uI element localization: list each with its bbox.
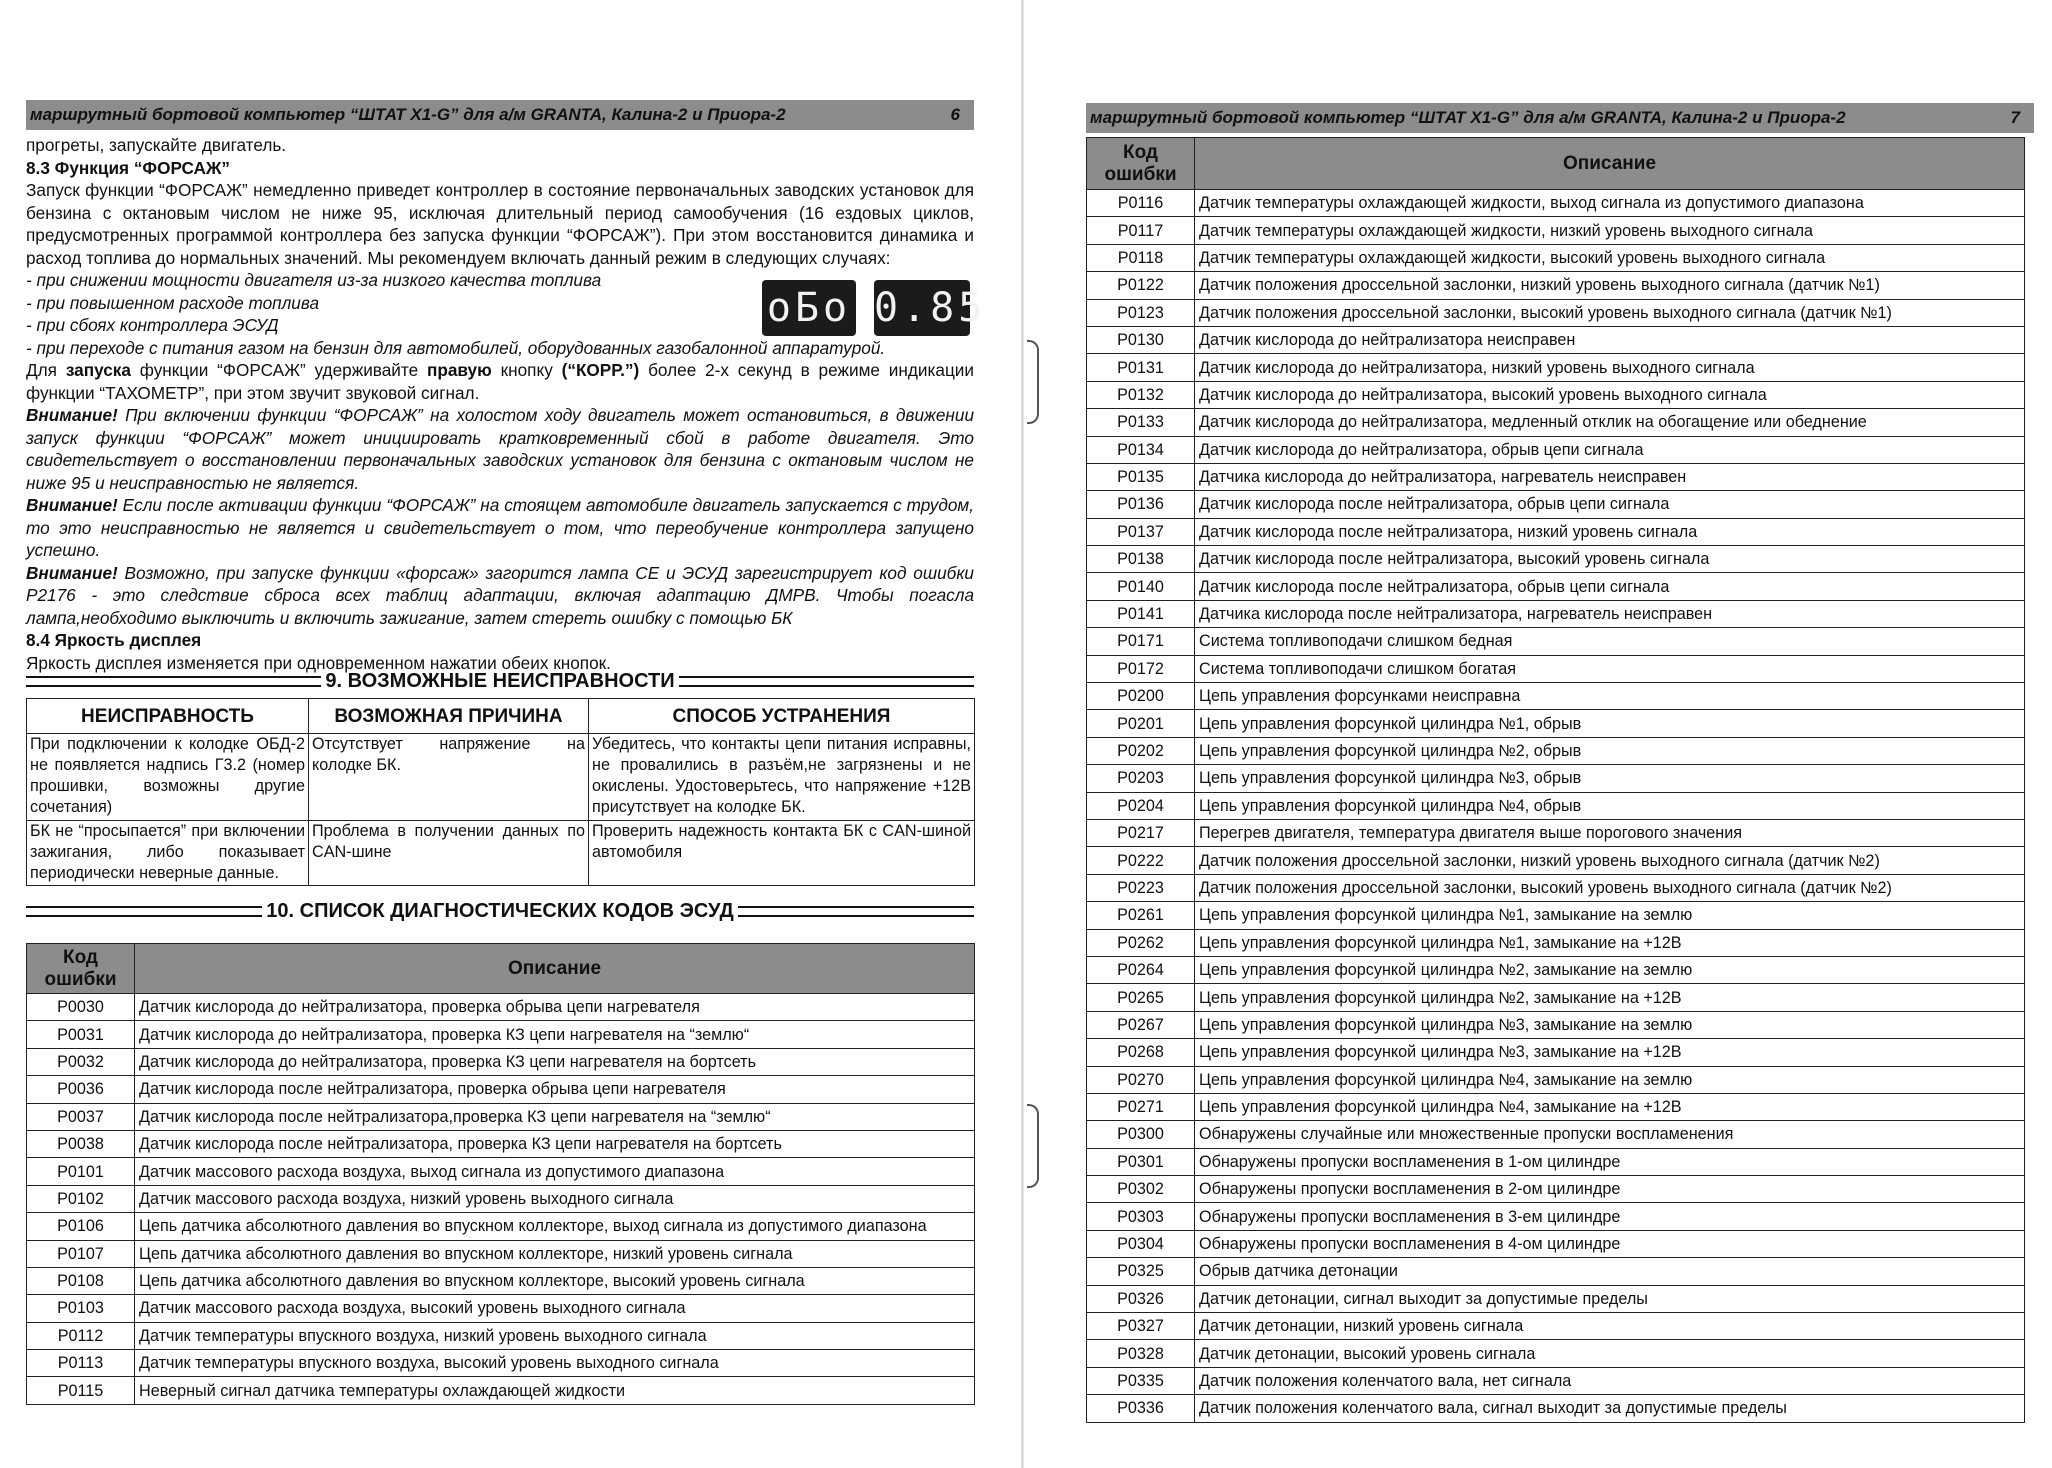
warning-paragraph: Внимание! Возможно, при запуске функции «форсаж» загорится лампа CE и ЭСУД зарегистрирует код ошибки P2176 - это следствие сброса всех таблиц адаптации, включая адаптацию ДМРВ. Чтобы погасла лампа,необходимо выключить и включить зажигание, затем стереть ошибку с помощью БК [26, 562, 974, 628]
error-description: Цепь управления форсункой цилиндра №1, замыкание на +12В [1195, 929, 2025, 956]
error-description: Обнаружены случайные или множественные пропуски воспламенения [1195, 1121, 2025, 1148]
table-row [1087, 984, 2025, 1011]
error-code: P0117 [1087, 217, 1195, 244]
error-description: Датчик кислорода до нейтрализатора, низкий уровень выходного сигнала [1195, 354, 2025, 381]
error-description: Обнаружены пропуски воспламенения в 1-ом цилиндре [1195, 1148, 2025, 1175]
error-code: P0113 [27, 1350, 135, 1377]
error-description: Датчик массового расхода воздуха, высокий уровень выходного сигнала [135, 1295, 975, 1322]
error-code: P0101 [27, 1158, 135, 1185]
page-number: 6 [950, 105, 960, 124]
error-code: P0200 [1087, 683, 1195, 710]
faults-table [26, 698, 975, 886]
error-code: P0108 [27, 1267, 135, 1294]
error-description: Датчик положения дроссельной заслонки, низкий уровень выходного сигнала (датчик №1) [1195, 272, 2025, 299]
error-description: Перегрев двигателя, температура двигателя выше порогового значения [1195, 819, 2025, 846]
error-description: Датчик положения дроссельной заслонки, высокий уровень выходного сигнала (датчик №1) [1195, 299, 2025, 326]
error-description: Обрыв датчика детонации [1195, 1258, 2025, 1285]
error-description: Датчик температуры охлаждающей жидкости, низкий уровень выходного сигнала [1195, 217, 2025, 244]
column-header: Описание [135, 944, 975, 994]
error-code: P0037 [27, 1103, 135, 1130]
table-row [1087, 491, 2025, 518]
error-description: Датчик положения коленчатого вала, сигнал выходит за допустимые пределы [1195, 1395, 2025, 1422]
error-description: Обнаружены пропуски воспламенения в 2-ом цилиндре [1195, 1176, 2025, 1203]
table-row [1087, 1121, 2025, 1148]
error-code: P0271 [1087, 1093, 1195, 1120]
warning-paragraph: Внимание! Если после активации функции “ФОРСАЖ” на стоящем автомобиле двигатель запускается с трудом, то это неисправностью не является и свидетельствует о том, что переобучение контроллера запущено успешно. [26, 495, 974, 560]
table-row [27, 994, 975, 1021]
section-heading: 8.3 Функция “ФОРСАЖ” [26, 157, 231, 178]
table-row [1087, 381, 2025, 408]
header-title: маршрутный бортовой компьютер “ШТАТ Х1-G” для а/м GRANTA, Калина-2 и Приора-2 [30, 105, 786, 124]
error-code: P0134 [1087, 436, 1195, 463]
error-description: Датчик кислорода после нейтрализатора, высокий уровень сигнала [1195, 546, 2025, 573]
table-row [1087, 1148, 2025, 1175]
error-description: Система топливоподачи слишком бедная [1195, 628, 2025, 655]
error-description: Датчик детонации, высокий уровень сигнала [1195, 1340, 2025, 1367]
table-row [1087, 683, 2025, 710]
table-row [1087, 956, 2025, 983]
column-header: Описание [1195, 138, 2025, 190]
error-code: P0171 [1087, 628, 1195, 655]
error-code: P0032 [27, 1048, 135, 1075]
error-code: P0107 [27, 1240, 135, 1267]
error-code: P0217 [1087, 819, 1195, 846]
codes-table [26, 943, 975, 1405]
error-description: Датчик кислорода до нейтрализатора неисправен [1195, 326, 2025, 353]
error-description: Цепь управления форсункой цилиндра №2, обрыв [1195, 737, 2025, 764]
table-row [1087, 628, 2025, 655]
table-row [1087, 409, 2025, 436]
error-description: Датчик кислорода до нейтрализатора, проверка КЗ цепи нагревателя на бортсеть [135, 1048, 975, 1075]
error-description: Датчик положения дроссельной заслонки, низкий уровень выходного сигнала (датчик №2) [1195, 847, 2025, 874]
error-code: P0270 [1087, 1066, 1195, 1093]
section-9-title: 9. ВОЗМОЖНЫЕ НЕИСПРАВНОСТИ [26, 670, 974, 692]
table-row [1087, 902, 2025, 929]
table-row [1087, 1285, 2025, 1312]
table-row [27, 1158, 975, 1185]
table-row [1087, 600, 2025, 627]
error-code: P0303 [1087, 1203, 1195, 1230]
error-description: Цепь управления форсункой цилиндра №2, замыкание на +12В [1195, 984, 2025, 1011]
error-description: Датчика кислорода до нейтрализатора, нагреватель неисправен [1195, 463, 2025, 490]
error-description: Датчик кислорода после нейтрализатора, проверка КЗ цепи нагревателя на бортсеть [135, 1130, 975, 1157]
table-row [1087, 436, 2025, 463]
table-row [27, 1185, 975, 1212]
error-description: Датчик кислорода до нейтрализатора, проверка обрыва цепи нагревателя [135, 994, 975, 1021]
error-code: P0261 [1087, 902, 1195, 929]
column-header: Код ошибки [27, 944, 135, 994]
error-code: P0030 [27, 994, 135, 1021]
error-code: P0328 [1087, 1340, 1195, 1367]
error-description: Цепь управления форсункой цилиндра №3, обрыв [1195, 765, 2025, 792]
list-item: - при переходе с питания газом на бензин для автомобилей, оборудованных газобалонной аппаратурой. [26, 337, 886, 358]
table-row [1087, 546, 2025, 573]
error-description: Датчик кислорода после нейтрализатора, низкий уровень сигнала [1195, 518, 2025, 545]
table-row [1087, 573, 2025, 600]
page-header [1086, 103, 2034, 133]
column-header: НЕИСПРАВНОСТЬ [27, 699, 309, 734]
error-code: P0031 [27, 1021, 135, 1048]
table-row [27, 1213, 975, 1240]
error-code: P0131 [1087, 354, 1195, 381]
table-row [27, 1295, 975, 1322]
error-code: P0133 [1087, 409, 1195, 436]
error-description: Датчик детонации, сигнал выходит за допустимые пределы [1195, 1285, 2025, 1312]
error-code: P0102 [27, 1185, 135, 1212]
error-description: Датчик кислорода после нейтрализатора, обрыв цепи сигнала [1195, 573, 2025, 600]
error-description: Датчик массового расхода воздуха, выход сигнала из допустимого диапазона [135, 1158, 975, 1185]
error-description: Датчик кислорода после нейтрализатора, обрыв цепи сигнала [1195, 491, 2025, 518]
paragraph: Запуск функции “ФОРСАЖ” немедленно приведет контроллер в состояние первоначальных заводских установок для бензина с октановым числом не ниже 95, исключая длительный период самообучения (16 ездовых циклов, предусмотренных программой контроллера без запуска функции “ФОРСАЖ”). При этом восстановится динамика и расход топлива до нормальных значений. Мы рекомендуем включать данный режим в следующих случаях: [26, 180, 974, 268]
error-code: P0137 [1087, 518, 1195, 545]
error-code: P0136 [1087, 491, 1195, 518]
table-row [1087, 929, 2025, 956]
error-code: P0204 [1087, 792, 1195, 819]
header-title: маршрутный бортовой компьютер “ШТАТ Х1-G” для а/м GRANTA, Калина-2 и Приора-2 [1090, 108, 1846, 127]
table-row [27, 1377, 975, 1404]
table-row [1087, 1313, 2025, 1340]
error-code: P0336 [1087, 1395, 1195, 1422]
error-code: P0223 [1087, 874, 1195, 901]
table-row [1087, 1203, 2025, 1230]
error-code: P0325 [1087, 1258, 1195, 1285]
error-description: Датчик температуры охлаждающей жидкости, выход сигнала из допустимого диапазона [1195, 190, 2025, 217]
error-code: P0132 [1087, 381, 1195, 408]
lcd-display: оБо [762, 280, 856, 336]
error-description: Цепь управления форсункой цилиндра №3, замыкание на землю [1195, 1011, 2025, 1038]
error-description: Датчик положения коленчатого вала, нет сигнала [1195, 1367, 2025, 1394]
list-item: - при снижении мощности двигателя из-за низкого качества топлива [26, 270, 602, 290]
table-row [1087, 874, 2025, 901]
column-header: ВОЗМОЖНАЯ ПРИЧИНА [309, 699, 589, 734]
table-row [27, 1048, 975, 1075]
error-description: Цепь управления форсункой цилиндра №1, обрыв [1195, 710, 2025, 737]
page-header [26, 100, 974, 130]
error-description: Цепь управления форсункой цилиндра №3, замыкание на +12В [1195, 1039, 2025, 1066]
error-code: P0112 [27, 1322, 135, 1349]
error-code: P0202 [1087, 737, 1195, 764]
error-code: P0222 [1087, 847, 1195, 874]
error-description: Цепь датчика абсолютного давления во впускном коллекторе, низкий уровень сигнала [135, 1240, 975, 1267]
error-description: Цепь управления форсункой цилиндра №4, замыкание на землю [1195, 1066, 2025, 1093]
table-row [27, 1021, 975, 1048]
table-row [27, 1240, 975, 1267]
codes-table [1086, 137, 2025, 1423]
error-description: Датчик температуры охлаждающей жидкости, высокий уровень выходного сигнала [1195, 244, 2025, 271]
error-code: P0268 [1087, 1039, 1195, 1066]
error-code: P0335 [1087, 1367, 1195, 1394]
error-code: P0038 [27, 1130, 135, 1157]
table-row [1087, 299, 2025, 326]
error-code: P0172 [1087, 655, 1195, 682]
error-code: P0304 [1087, 1230, 1195, 1257]
table-row [1087, 1395, 2025, 1422]
table-row [1087, 737, 2025, 764]
table-row [1087, 518, 2025, 545]
error-description: Цепь датчика абсолютного давления во впускном коллекторе, выход сигнала из допустимого диапазона [135, 1213, 975, 1240]
table-row [1087, 326, 2025, 353]
error-code: P0118 [1087, 244, 1195, 271]
error-description: Датчик кислорода до нейтрализатора, проверка КЗ цепи нагревателя на “землю“ [135, 1021, 975, 1048]
error-code: P0302 [1087, 1176, 1195, 1203]
error-description: Датчик кислорода до нейтрализатора, медленный отклик на обогащение или обеднение [1195, 409, 2025, 436]
table-row [1087, 847, 2025, 874]
table-row [27, 1103, 975, 1130]
table-row: БК не “просыпается” при включении зажигания, либо показывает периодически неверные данные. Проблема в получении данных по CAN-шине Проверить надежность контакта БК с CAN-шиной автомобиля [27, 821, 975, 886]
error-code: P0103 [27, 1295, 135, 1322]
table-row [1087, 190, 2025, 217]
error-description: Цепь управления форсункой цилиндра №4, замыкание на +12В [1195, 1093, 2025, 1120]
error-description: Датчик детонации, низкий уровень сигнала [1195, 1313, 2025, 1340]
table-row [27, 1350, 975, 1377]
warning-paragraph: Внимание! При включении функции “ФОРСАЖ” на холостом ходу двигатель может остановиться, в движении запуск функции “ФОРСАЖ” может инициировать кратковременный сбой в работе двигателя. Это свидетельствует о восстановлении первоначальных заводских установок для бензина с октановым числом не ниже 95 и неисправностью не является. [26, 405, 974, 493]
table-row [1087, 272, 2025, 299]
error-code: P0036 [27, 1076, 135, 1103]
error-description: Датчик температуры впускного воздуха, низкий уровень выходного сигнала [135, 1322, 975, 1349]
error-code: P0115 [27, 1377, 135, 1404]
error-code: P0141 [1087, 600, 1195, 627]
table-row [1087, 710, 2025, 737]
error-code: P0106 [27, 1213, 135, 1240]
list-item: - при повышенном расходе топлива [26, 292, 320, 313]
error-code: P0201 [1087, 710, 1195, 737]
error-description: Цепь датчика абсолютного давления во впускном коллекторе, высокий уровень сигнала [135, 1267, 975, 1294]
error-code: P0267 [1087, 1011, 1195, 1038]
table-row [1087, 217, 2025, 244]
table-row [1087, 1230, 2025, 1257]
table-row [1087, 765, 2025, 792]
error-description: Датчик кислорода до нейтрализатора, обрыв цепи сигнала [1195, 436, 2025, 463]
paragraph: прогреты, запускайте двигатель. [26, 135, 287, 155]
error-code: P0130 [1087, 326, 1195, 353]
section-10-title: 10. СПИСОК ДИАГНОСТИЧЕСКИХ КОДОВ ЭСУД [26, 900, 974, 922]
error-description: Цепь управления форсункой цилиндра №2, замыкание на землю [1195, 956, 2025, 983]
error-code: P0265 [1087, 984, 1195, 1011]
error-description: Датчик кислорода после нейтрализатора,проверка КЗ цепи нагревателя на “землю“ [135, 1103, 975, 1130]
error-code: P0327 [1087, 1313, 1195, 1340]
page-6 [0, 0, 1020, 1468]
column-header: Код ошибки [1087, 138, 1195, 190]
error-description: Датчик массового расхода воздуха, низкий уровень выходного сигнала [135, 1185, 975, 1212]
section-heading: 8.4 Яркость дисплея [26, 630, 202, 650]
error-description: Цепь управления форсункой цилиндра №1, замыкание на землю [1195, 902, 2025, 929]
table-row [1087, 1340, 2025, 1367]
error-code: P0122 [1087, 272, 1195, 299]
table-row [1087, 1176, 2025, 1203]
table-row [1087, 655, 2025, 682]
paragraph: Яркость дисплея изменяется при одновременном нажатии обеих кнопок. [26, 652, 611, 673]
table-row [1087, 1093, 2025, 1120]
table-row [27, 1267, 975, 1294]
table-row [27, 1130, 975, 1157]
table-row [27, 1322, 975, 1349]
error-code: P0140 [1087, 573, 1195, 600]
error-code: P0300 [1087, 1121, 1195, 1148]
error-code: P0123 [1087, 299, 1195, 326]
error-description: Обнаружены пропуски воспламенения в 3-ем цилиндре [1195, 1203, 2025, 1230]
error-description: Датчик кислорода после нейтрализатора, проверка обрыва цепи нагревателя [135, 1076, 975, 1103]
error-description: Система топливоподачи слишком богатая [1195, 655, 2025, 682]
table-row [1087, 1039, 2025, 1066]
error-description: Датчик кислорода до нейтрализатора, высокий уровень выходного сигнала [1195, 381, 2025, 408]
error-description: Датчика кислорода после нейтрализатора, нагреватель неисправен [1195, 600, 2025, 627]
error-code: P0264 [1087, 956, 1195, 983]
error-code: P0262 [1087, 929, 1195, 956]
column-header: СПОСОБ УСТРАНЕНИЯ [589, 699, 975, 734]
lcd-display: 0.85 [874, 280, 970, 336]
page-number: 7 [2010, 108, 2020, 127]
table-row [27, 1076, 975, 1103]
table-row [1087, 1258, 2025, 1285]
error-code: P0203 [1087, 765, 1195, 792]
error-description: Цепь управления форсункой цилиндра №4, обрыв [1195, 792, 2025, 819]
list-item: - при сбоях контроллера ЭСУД [26, 315, 279, 335]
error-code: P0138 [1087, 546, 1195, 573]
error-description: Неверный сигнал датчика температуры охлаждающей жидкости [135, 1377, 975, 1404]
table-row [1087, 792, 2025, 819]
error-description: Датчик температуры впускного воздуха, высокий уровень выходного сигнала [135, 1350, 975, 1377]
error-description: Обнаружены пропуски воспламенения в 4-ом цилиндре [1195, 1230, 2025, 1257]
table-row [1087, 354, 2025, 381]
error-code: P0116 [1087, 190, 1195, 217]
table-row [1087, 1066, 2025, 1093]
table-row [1087, 244, 2025, 271]
error-code: P0326 [1087, 1285, 1195, 1312]
table-row [1087, 819, 2025, 846]
table-row [1087, 1367, 2025, 1394]
error-code: P0301 [1087, 1148, 1195, 1175]
error-code: P0135 [1087, 463, 1195, 490]
table-row [1087, 1011, 2025, 1038]
body-text [26, 134, 974, 674]
error-description: Датчик положения дроссельной заслонки, высокий уровень выходного сигнала (датчик №2) [1195, 874, 2025, 901]
table-row: При подключении к колодке ОБД-2 не появляется надпись Г3.2 (номер прошивки, возможны другие сочетания) Отсутствует напряжение на колодке БК. Убедитесь, что контакты цепи питания исправны, не провалились в разъём,не загрязнены и не окислены. Удостоверьтесь, что напряжение +12В присутствует на колодке БК. [27, 734, 975, 821]
paragraph: Для запуска функции “ФОРСАЖ” удерживайте правую кнопку (“КОРР.”) более 2-х секунд в режиме индикации функции “ТАХОМЕТР”, при этом звучит звуковой сигнал. [26, 360, 974, 403]
book-spine [1021, 0, 1024, 1468]
table-row [1087, 463, 2025, 490]
error-description: Цепь управления форсунками неисправна [1195, 683, 2025, 710]
